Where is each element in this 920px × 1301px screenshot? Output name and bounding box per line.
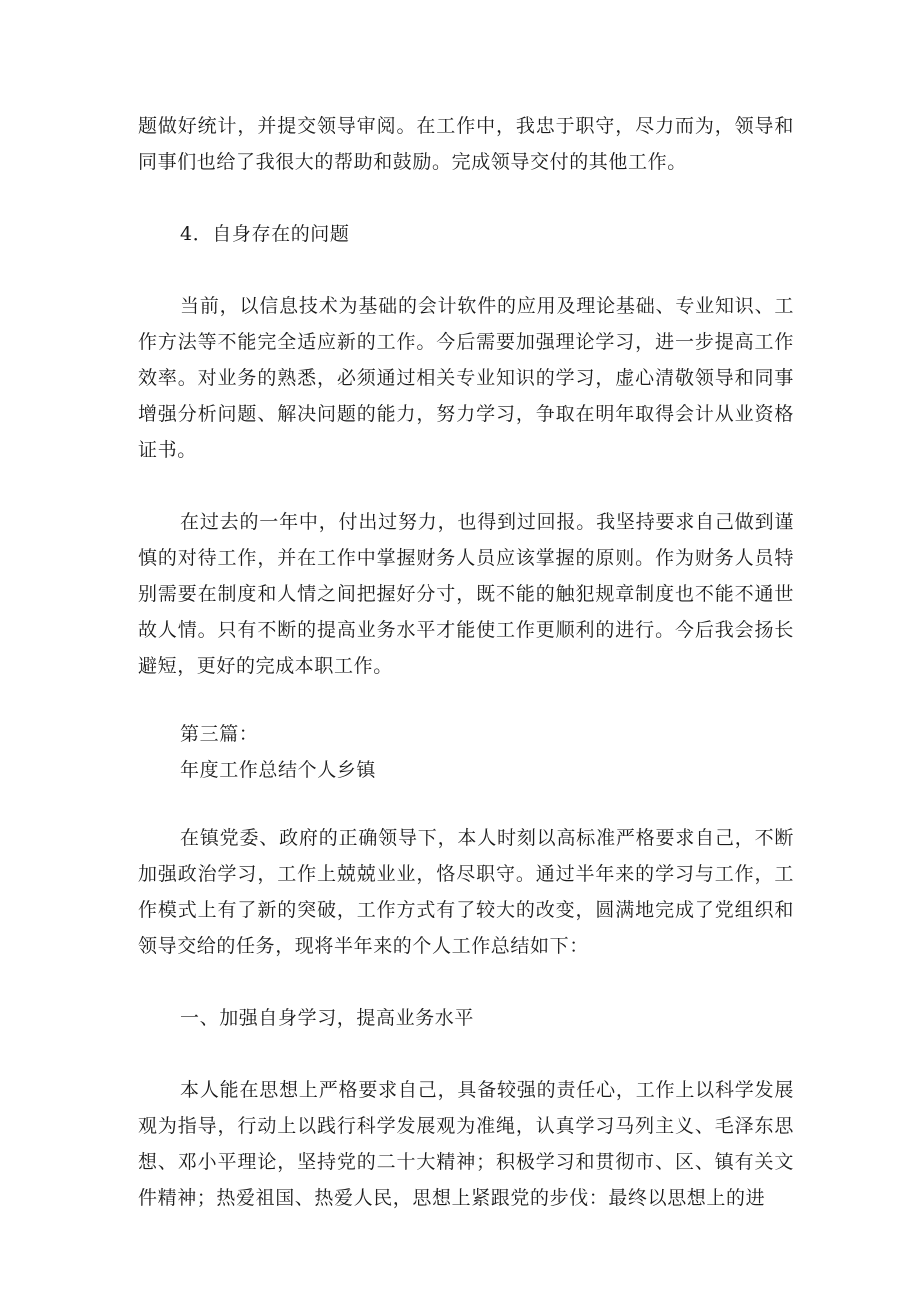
spacer (138, 468, 794, 504)
paragraph-problems: 当前，以信息技术为基础的会计软件的应用及理论基础、专业知识、工作方法等不能完全适应新的工作。今后需要加强理论学习，进一步提高工作效率。对业务的熟悉，必须通过相关专业知识的学习，虚心清敬领导和同事增强分析问题、解决问题的能力，努力学习，争取在明年取得会计从业资格证书。 (138, 295, 794, 461)
heading-self-problems: 4．自身存在的问题 (180, 223, 350, 245)
paragraph-intro: 在镇党委、政府的正确领导下，本人时刻以高标准严格要求自己，不断加强政治学习，工作上兢兢业业，恪尽职守。通过半年来的学习与工作，工作模式上有了新的突破，工作方式有了较大的改变，圆满地完成了党组织和领导交给的任务，现将半年来的个人工作总结如下： (138, 827, 794, 957)
spacer (138, 252, 794, 288)
section-title: 年度工作总结个人乡镇 (180, 759, 377, 781)
paragraph-conclusion: 在过去的一年中，付出过努力，也得到过回报。我坚持要求自己做到谨慎的对待工作，并在工作中掌握财务人员应该掌握的原则。作为财务人员特别需要在制度和人情之间把握好分寸，既不能的触犯规章制度也不能不通世故人情。只有不断的提高业务水平才能使工作更顺利的进行。今后我会扬长避短，更好的完成本职工作。 (138, 511, 794, 677)
document-body (138, 108, 794, 1216)
spacer (138, 180, 794, 216)
spacer (138, 1036, 794, 1072)
spacer (138, 684, 794, 716)
section-label: 第三篇： (180, 723, 259, 745)
spacer (138, 788, 794, 820)
paragraph-study: 本人能在思想上严格要求自己，具备较强的责任心，工作上以科学发展观为指导，行动上以践行科学发展观为准绳，认真学习马列主义、毛泽东思想、邓小平理论，坚持党的二十大精神；积极学习和贯彻市、区、镇有关文件精神；热爱祖国、热爱人民，思想上紧跟党的步伐：最终以思想上的进 (138, 1079, 794, 1209)
spacer (138, 964, 794, 1000)
paragraph-continuation: 题做好统计，并提交领导审阅。在工作中，我忠于职守，尽力而为，领导和同事们也给了我很大的帮助和鼓励。完成领导交付的其他工作。 (138, 115, 794, 173)
heading-study: 一、加强自身学习，提高业务水平 (180, 1007, 475, 1029)
